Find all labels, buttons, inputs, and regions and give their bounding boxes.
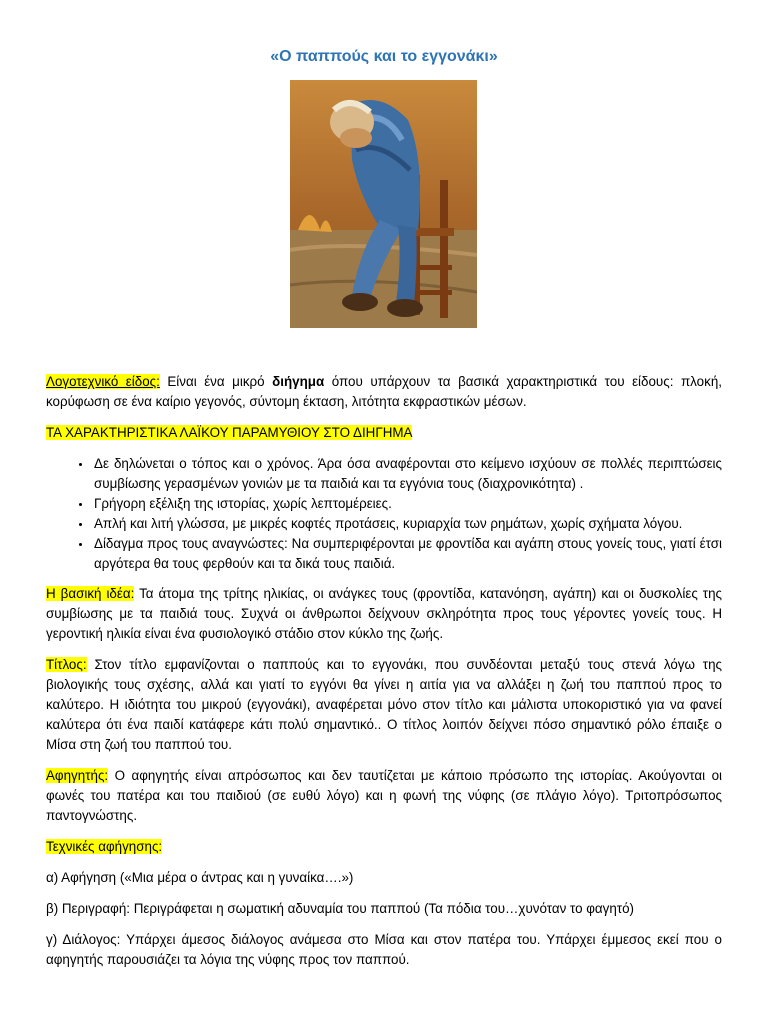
techniques-label: Τεχνικές αφήγησης:: [46, 839, 163, 854]
genre-text-pre: Είναι ένα μικρό: [159, 374, 273, 389]
techniques-heading-paragraph: [46, 837, 722, 857]
main-idea-label: Η βασική ιδέα:: [46, 586, 135, 601]
narrator-text: Ο αφηγητής είναι απρόσωπος και δεν ταυτίζεται με κάποιο πρόσωπο της ιστορίας. Ακούγονται οι φωνές του πατέρα και του παιδιού (σε ευθύ λόγο) και η φωνή της νύφης (σε πλάγιο λόγο). Τριτοπρόσωπος παντογνώστης.: [46, 768, 722, 823]
genre-text-post: όπου υπάρχουν τα βασικά χαρακτηριστικά του είδους: πλοκή, κορύφωση σε ένα καίριο γεγονός, σύντομη έκταση, λιτότητα εκφραστικών μέσων.: [46, 374, 722, 409]
narrator-paragraph: [46, 766, 722, 826]
technique-item: γ) Διάλογος: Υπάρχει άμεσος διάλογος ανάμεσα στο Μίσα και στον πατέρα του. Υπάρχει έμμεσος εκεί που ο αφηγητής παρουσιάζει τα λόγια της νύφης προς τον παππού.: [46, 932, 722, 967]
list-item: • Απλή και λιτή γλώσσα, με μικρές κοφτές προτάσεις, κυριαρχία των ρημάτων, χωρίς σχήματα λόγου.: [92, 514, 722, 534]
features-heading: ΤΑ ΧΑΡΑΚΤΗΡΙΣΤΙΚΑ ΛΑΪΚΟΥ ΠΑΡΑΜΥΘΙΟΥ ΣΤΟ ΔΙΗΓΗΜΑ: [46, 425, 413, 440]
painting-illustration: [290, 80, 477, 328]
technique-item: β) Περιγραφή: Περιγράφεται η σωματική αδυναμία του παππού (Τα πόδια του…χυνόταν το φαγητό): [46, 901, 635, 916]
painting-old-man: [290, 80, 477, 328]
genre-paragraph: [46, 372, 722, 412]
title-paragraph: [46, 655, 722, 755]
genre-text-bold: διήγημα: [272, 374, 325, 389]
features-heading-paragraph: [46, 423, 722, 443]
genre-label: Λογοτεχνικό είδος:: [46, 374, 160, 389]
title-section-text: Στον τίτλο εμφανίζονται ο παππούς και το εγγονάκι, που συνδέονται μεταξύ τους στενά λόγω της βιολογικής τους σχέσης, αλλά και γιατί το εγγόνι θα γίνει η αιτία για να αλλάξει η ζωή του παππού προς το καλύτερο. Η ιδιότητα του μικρού (εγγονάκι), αναφέρεται μόνο στον τίτλο και μάλιστα υποκοριστικό για να φανεί καλύτερα ότι ένα παιδί κατάφερε κάτι πολύ σημαντικό.. Ο τίτλος λοιπόν δείχνει πόσο σημαντικό ρόλο έπαιξε ο Μίσα στη ζωή του παππού του.: [46, 657, 722, 752]
features-list: [46, 454, 722, 574]
main-idea-text: Τα άτομα της τρίτης ηλικίας, οι ανάγκες τους (φροντίδα, κατανόηση, αγάπη) και οι δυσκολίες της συμβίωσης με τα παιδιά τους. Συχνά οι άνθρωποι δείχνουν σκληρότητα προς τους γέροντες γονείς τους. Η γεροντική ηλικία είναι ένα φυσιολογικό στάδιο στον κύκλο της ζωής.: [46, 586, 722, 641]
page-title: «Ο παππούς και το εγγονάκι»: [270, 48, 498, 65]
document-body: [46, 372, 722, 981]
list-item: • Δε δηλώνεται ο τόπος και ο χρόνος. Άρα όσα αναφέρονται στο κείμενο ισχύουν σε πολλές περιπτώσεις συμβίωσης γερασμένων γονιών με τα παιδιά και τα εγγόνια τους (διαχρονικότητα) .: [92, 454, 722, 494]
main-idea-paragraph: [46, 584, 722, 644]
title-section-label: Τίτλος:: [46, 657, 87, 672]
list-item: • Δίδαγμα προς τους αναγνώστες: Να συμπεριφέρονται με φροντίδα και αγάπη στους γονείς τους, γιατί έτσι αργότερα θα τους φερθούν και τα δικά τους παιδιά.: [92, 534, 722, 574]
narrator-label: Αφηγητής:: [46, 768, 109, 783]
list-item: • Γρήγορη εξέλιξη της ιστορίας, χωρίς λεπτομέρειες.: [92, 494, 722, 514]
technique-item: α) Αφήγηση («Μια μέρα ο άντρας και η γυναίκα….»): [46, 870, 354, 885]
